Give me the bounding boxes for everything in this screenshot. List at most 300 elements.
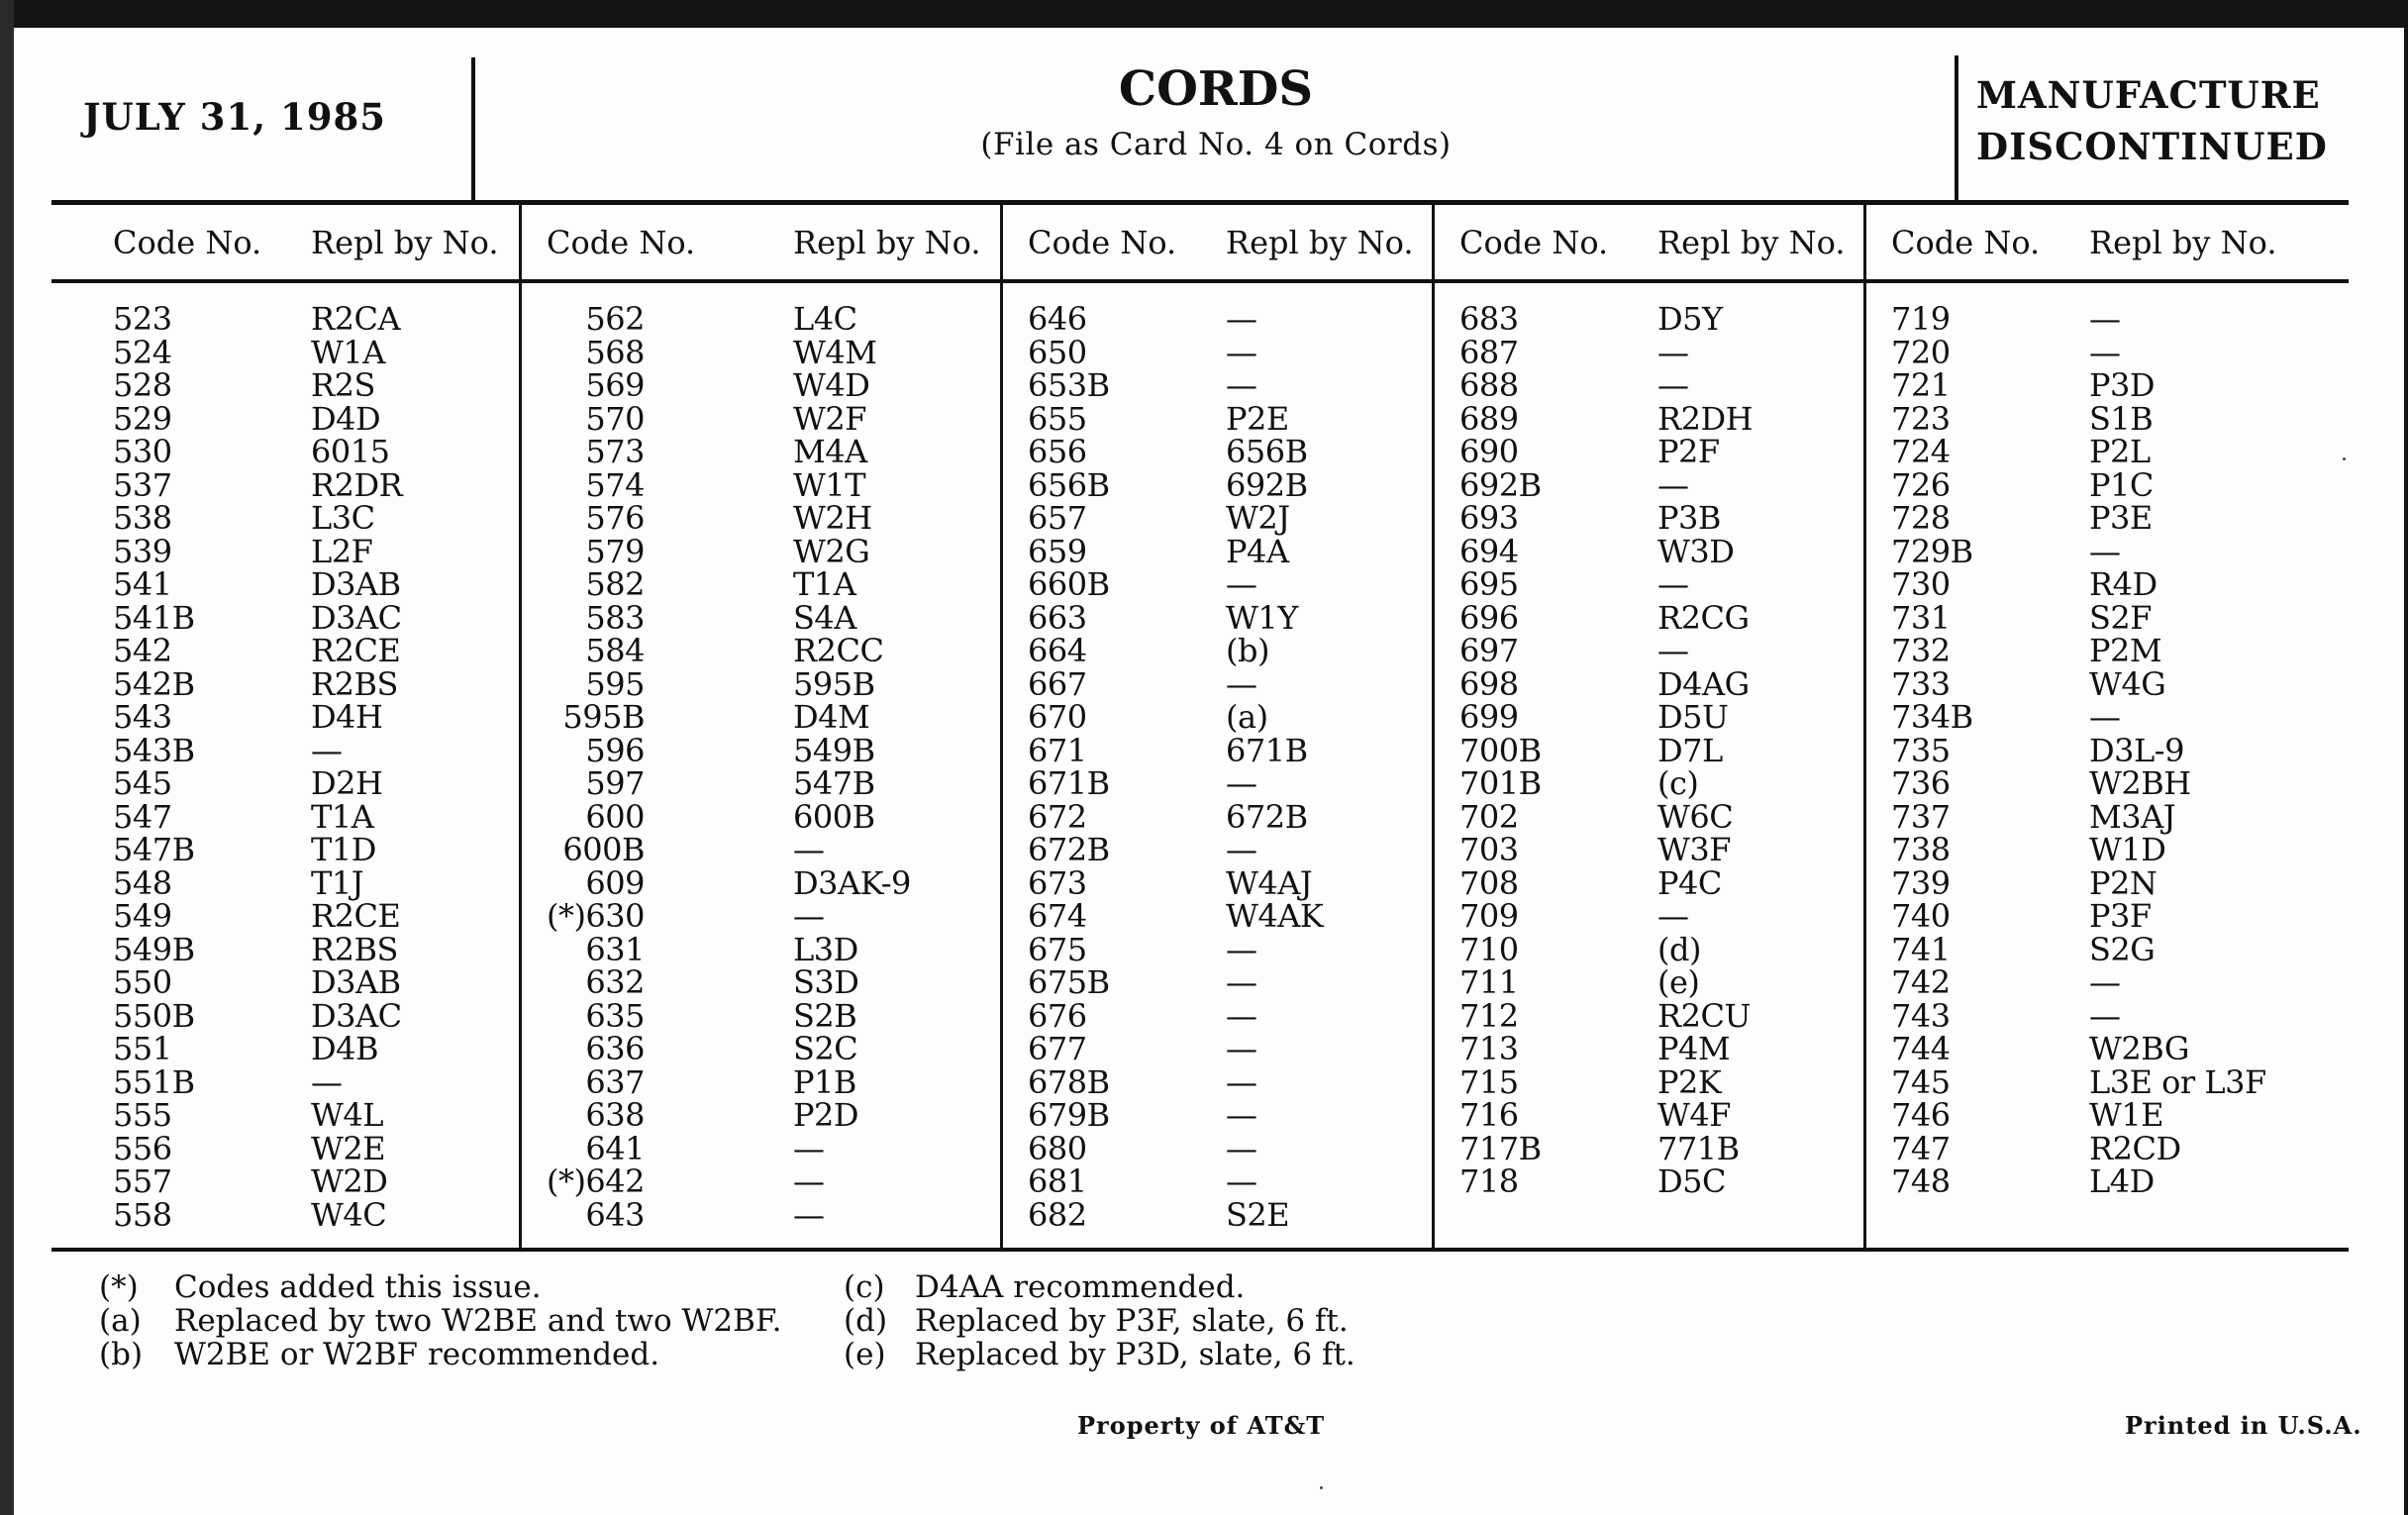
code-cell: 596 (585, 732, 645, 769)
replacement-cell: L3D (793, 931, 858, 968)
code-cell: 637 (585, 1063, 645, 1101)
code-cell: 529 (113, 400, 172, 438)
replacement-cell: (c) (1657, 764, 1699, 802)
replacement-cell: — (1226, 963, 1257, 1001)
code-cell: 715 (1459, 1063, 1519, 1101)
column-header-code: Code No. (1459, 224, 1609, 261)
replacement-cell: P4M (1657, 1030, 1731, 1067)
replacement-cell: — (2089, 300, 2121, 338)
replacement-cell: P2E (1226, 400, 1289, 438)
code-cell: 656 (1028, 433, 1087, 470)
code-cell: 545 (113, 764, 172, 802)
code-cell: 656B (1028, 466, 1110, 504)
code-cell: 659 (1028, 533, 1087, 570)
status-line-1: MANUFACTURE (1976, 73, 2321, 117)
replacement-cell: — (793, 1162, 825, 1200)
replacement-cell: — (793, 831, 825, 868)
code-cell: 717B (1459, 1130, 1542, 1167)
code-cell: 739 (1891, 864, 1951, 902)
replacement-cell: — (1226, 565, 1257, 603)
replacement-cell: D3AK-9 (793, 864, 911, 902)
replacement-cell: R2DR (311, 466, 403, 504)
code-cell: 692B (1459, 466, 1542, 504)
code-cell: 595B (562, 698, 645, 736)
replacement-cell: L4C (793, 300, 857, 338)
code-cell: 698 (1459, 665, 1519, 703)
replacement-cell: (d) (1657, 931, 1701, 968)
replacement-cell: R2CG (1657, 599, 1750, 637)
replacement-cell: S2B (793, 997, 857, 1035)
printed-notice: Printed in U.S.A. (2125, 1411, 2362, 1440)
code-cell: 676 (1028, 997, 1087, 1035)
replacement-cell: L3C (311, 499, 375, 537)
code-cell: 731 (1891, 599, 1951, 637)
code-cell: 700B (1459, 732, 1542, 769)
replacement-cell: P1C (2089, 466, 2154, 504)
replacement-cell: P2D (793, 1096, 859, 1134)
replacement-cell: P4C (1657, 864, 1722, 902)
status-label (1976, 69, 2328, 172)
replacement-cell: W3F (1657, 831, 1731, 868)
issue-date: JULY 31, 1985 (83, 95, 386, 139)
replacement-cell: M3AJ (2089, 798, 2176, 836)
replacement-cell: P2K (1657, 1063, 1722, 1101)
code-cell: 732 (1891, 632, 1951, 669)
code-cell: 573 (585, 433, 645, 470)
code-cell: 550B (113, 997, 195, 1035)
footnote-marker: (*) (99, 1269, 139, 1305)
code-cell: 632 (585, 963, 645, 1001)
replacement-cell: — (1226, 1063, 1257, 1101)
replacement-cell: P2N (2089, 864, 2157, 902)
replacement-cell: R2CE (311, 897, 401, 935)
code-cell: 650 (1028, 334, 1087, 371)
code-cell: 542B (113, 665, 195, 703)
footnote-text: Replaced by P3D, slate, 6 ft. (915, 1337, 1355, 1372)
code-cell: 574 (585, 466, 645, 504)
code-cell: 555 (113, 1096, 172, 1134)
replacement-cell: — (1226, 665, 1257, 703)
replacement-cell: D3AC (311, 997, 402, 1035)
status-line-2: DISCONTINUED (1976, 125, 2328, 168)
replacement-cell: W2H (793, 499, 872, 537)
code-cell: 699 (1459, 698, 1519, 736)
code-cell: 667 (1028, 665, 1087, 703)
code-cell: 728 (1891, 499, 1951, 537)
code-cell: 584 (585, 632, 645, 669)
replacement-cell: (e) (1657, 963, 1700, 1001)
page-subtitle: (File as Card No. 4 on Cords) (980, 127, 1452, 162)
code-cell: 595 (585, 665, 645, 703)
code-cell: 671 (1028, 732, 1087, 769)
column-header-repl: Repl by No. (2089, 224, 2277, 261)
code-cell: 643 (585, 1196, 645, 1234)
replacement-cell: S4A (793, 599, 856, 637)
code-cell: 576 (585, 499, 645, 537)
replacement-cell: W1D (2089, 831, 2166, 868)
code-cell: 738 (1891, 831, 1951, 868)
code-cell: 677 (1028, 1030, 1087, 1067)
replacement-cell: R2CE (311, 632, 401, 669)
code-cell: 557 (113, 1162, 172, 1200)
code-cell: 524 (113, 334, 172, 371)
replacement-cell: W4C (311, 1196, 387, 1234)
code-cell: 723 (1891, 400, 1951, 438)
code-cell: 600 (585, 798, 645, 836)
replacement-cell: — (2089, 533, 2121, 570)
code-cell: 543 (113, 698, 172, 736)
replacement-cell: — (2089, 334, 2121, 371)
code-cell: 683 (1459, 300, 1519, 338)
code-cell: 679B (1028, 1096, 1110, 1134)
code-cell: 638 (585, 1096, 645, 1134)
column-header-code: Code No. (1028, 224, 1177, 261)
replacement-cell: D3AB (311, 565, 401, 603)
replacement-cell: — (793, 897, 825, 935)
replacement-cell: W2BG (2089, 1030, 2189, 1067)
replacement-cell: R2CA (311, 300, 401, 338)
code-cell: 675 (1028, 931, 1087, 968)
code-cell: 600B (562, 831, 645, 868)
footnote-marker: (d) (844, 1303, 888, 1339)
replacement-cell: 600B (793, 798, 875, 836)
code-cell: 708 (1459, 864, 1519, 902)
code-cell: 635 (585, 997, 645, 1035)
replacement-cell: D4AG (1657, 665, 1750, 703)
replacement-cell: L3E or L3F (2089, 1063, 2266, 1101)
replacement-cell: — (2089, 963, 2121, 1001)
replacement-cell: P2M (2089, 632, 2162, 669)
code-cell: 713 (1459, 1030, 1519, 1067)
code-cell: 530 (113, 433, 172, 470)
code-cell: 687 (1459, 334, 1519, 371)
header-divider-left (471, 57, 475, 202)
code-cell: 743 (1891, 997, 1951, 1035)
column-divider (1432, 203, 1435, 1249)
footnote-text: Replaced by P3F, slate, 6 ft. (915, 1303, 1349, 1339)
replacement-cell: — (1226, 300, 1257, 338)
replacement-cell: T1A (793, 565, 856, 603)
code-cell: 641 (585, 1130, 645, 1167)
code-cell: 568 (585, 334, 645, 371)
column-header-code: Code No. (547, 224, 696, 261)
replacement-cell: D5C (1657, 1162, 1726, 1200)
code-cell: 657 (1028, 499, 1087, 537)
code-cell: 538 (113, 499, 172, 537)
code-cell: 742 (1891, 963, 1951, 1001)
code-cell: 582 (585, 565, 645, 603)
table-bottom-rule (51, 1248, 2349, 1252)
replacement-cell: R2CC (793, 632, 884, 669)
replacement-cell: S3D (793, 963, 859, 1001)
replacement-cell: 595B (793, 665, 875, 703)
code-cell: 720 (1891, 334, 1951, 371)
replacement-cell: P1B (793, 1063, 856, 1101)
replacement-cell: W4G (2089, 665, 2166, 703)
code-cell: 724 (1891, 433, 1951, 470)
footnote-text: Codes added this issue. (174, 1269, 542, 1305)
replacement-cell: 771B (1657, 1130, 1740, 1167)
code-cell: 718 (1459, 1162, 1519, 1200)
code-cell: 737 (1891, 798, 1951, 836)
replacement-cell: D3AB (311, 963, 401, 1001)
code-cell: 664 (1028, 632, 1087, 669)
page-title: CORDS (1118, 61, 1314, 117)
code-cell: 721 (1891, 366, 1951, 404)
replacement-cell: R2S (311, 366, 375, 404)
replacement-cell: W3D (1657, 533, 1735, 570)
code-cell: 636 (585, 1030, 645, 1067)
footnote-marker: (c) (844, 1269, 885, 1305)
code-cell: 646 (1028, 300, 1087, 338)
replacement-cell: P3D (2089, 366, 2156, 404)
replacement-cell: — (2089, 698, 2121, 736)
replacement-cell: R4D (2089, 565, 2157, 603)
code-cell: 741 (1891, 931, 1951, 968)
replacement-cell: — (1226, 931, 1257, 968)
code-cell: 746 (1891, 1096, 1951, 1134)
code-cell: 609 (585, 864, 645, 902)
footnote-text: W2BE or W2BF recommended. (174, 1337, 660, 1372)
replacement-cell: W1T (793, 466, 866, 504)
replacement-cell: P4A (1226, 533, 1289, 570)
code-cell: 549 (113, 897, 172, 935)
code-cell: 730 (1891, 565, 1951, 603)
replacement-cell: L4D (2089, 1162, 2155, 1200)
replacement-cell: W4M (793, 334, 877, 371)
replacement-cell: D5U (1657, 698, 1729, 736)
replacement-cell: 549B (793, 732, 875, 769)
replacement-cell: R2BS (311, 665, 398, 703)
code-cell: 696 (1459, 599, 1519, 637)
code-cell: 579 (585, 533, 645, 570)
replacement-cell: — (1226, 334, 1257, 371)
replacement-cell: M4A (793, 433, 867, 470)
replacement-cell: — (1657, 897, 1689, 935)
replacement-cell: W1A (311, 334, 385, 371)
code-cell: 688 (1459, 366, 1519, 404)
code-cell: 747 (1891, 1130, 1951, 1167)
code-cell: 745 (1891, 1063, 1951, 1101)
replacement-cell: W1E (2089, 1096, 2164, 1134)
column-header-repl: Repl by No. (311, 224, 499, 261)
code-cell: 710 (1459, 931, 1519, 968)
replacement-cell: — (2089, 997, 2121, 1035)
code-cell: 726 (1891, 466, 1951, 504)
code-cell: 702 (1459, 798, 1519, 836)
property-notice: Property of AT&T (1077, 1411, 1326, 1440)
code-cell: 680 (1028, 1130, 1087, 1167)
code-cell: 719 (1891, 300, 1951, 338)
replacement-cell: S2G (2089, 931, 2156, 968)
code-cell: 542 (113, 632, 172, 669)
replacement-cell: — (793, 1130, 825, 1167)
speck (1320, 1486, 1323, 1489)
code-cell: 550 (113, 963, 172, 1001)
replacement-cell: — (1226, 1096, 1257, 1134)
code-cell: 701B (1459, 764, 1542, 802)
header-divider-right (1955, 55, 1958, 202)
replacement-cell: T1J (311, 864, 364, 902)
replacement-cell: D3L-9 (2089, 732, 2184, 769)
code-cell: 547 (113, 798, 172, 836)
replacement-cell: W2E (311, 1130, 386, 1167)
replacement-cell: — (1226, 1130, 1257, 1167)
replacement-cell: W2BH (2089, 764, 2191, 802)
code-cell: 689 (1459, 400, 1519, 438)
column-header-repl: Repl by No. (1657, 224, 1846, 261)
replacement-cell: P3F (2089, 897, 2152, 935)
code-cell: 551B (113, 1063, 195, 1101)
replacement-cell: D7L (1657, 732, 1723, 769)
column-header-repl: Repl by No. (793, 224, 981, 261)
code-cell: 653B (1028, 366, 1110, 404)
code-cell: 556 (113, 1130, 172, 1167)
replacement-cell: S2C (793, 1030, 858, 1067)
code-cell: 736 (1891, 764, 1951, 802)
replacement-cell: (a) (1226, 698, 1268, 736)
code-cell: 660B (1028, 565, 1110, 603)
replacement-cell: W6C (1657, 798, 1734, 836)
code-cell: 551 (113, 1030, 172, 1067)
code-cell: 690 (1459, 433, 1519, 470)
code-cell: 734B (1891, 698, 1973, 736)
replacement-cell: — (1657, 334, 1689, 371)
speck (2343, 457, 2346, 460)
footnote-text: Replaced by two W2BE and two W2BF. (174, 1303, 782, 1339)
replacement-cell: W4F (1657, 1096, 1731, 1134)
replacement-cell: — (1226, 831, 1257, 868)
code-cell: 541 (113, 565, 172, 603)
replacement-cell: — (793, 1196, 825, 1234)
replacement-cell: W4D (793, 366, 870, 404)
replacement-cell: W2D (311, 1162, 388, 1200)
code-cell: 672 (1028, 798, 1087, 836)
code-cell: 663 (1028, 599, 1087, 637)
code-cell: 693 (1459, 499, 1519, 537)
replacement-cell: — (1657, 366, 1689, 404)
code-cell: 675B (1028, 963, 1110, 1001)
replacement-cell: D4D (311, 400, 381, 438)
code-cell: 583 (585, 599, 645, 637)
code-cell: (*)630 (546, 897, 645, 935)
code-cell: 558 (113, 1196, 172, 1234)
code-cell: 735 (1891, 732, 1951, 769)
column-divider (1863, 203, 1866, 1249)
code-cell: 597 (585, 764, 645, 802)
replacement-cell: D2H (311, 764, 383, 802)
replacement-cell: 692B (1226, 466, 1308, 504)
code-cell: 523 (113, 300, 172, 338)
page-edge (0, 0, 14, 1515)
code-cell: 541B (113, 599, 195, 637)
replacement-cell: D4B (311, 1030, 379, 1067)
replacement-cell: P2L (2089, 433, 2151, 470)
code-cell: 744 (1891, 1030, 1951, 1067)
code-cell: 528 (113, 366, 172, 404)
code-cell: 549B (113, 931, 195, 968)
footnote-marker: (b) (99, 1337, 144, 1372)
code-cell: 703 (1459, 831, 1519, 868)
code-cell: 671B (1028, 764, 1110, 802)
replacement-cell: P3E (2089, 499, 2153, 537)
code-cell: 694 (1459, 533, 1519, 570)
replacement-cell: W1Y (1226, 599, 1298, 637)
replacement-cell: L2F (311, 533, 373, 570)
code-cell: 655 (1028, 400, 1087, 438)
code-cell: 670 (1028, 698, 1087, 736)
code-cell: 539 (113, 533, 172, 570)
replacement-cell: — (1657, 466, 1689, 504)
replacement-cell: P3B (1657, 499, 1721, 537)
column-divider (1000, 203, 1003, 1249)
replacement-cell: S2F (2089, 599, 2152, 637)
code-cell: 537 (113, 466, 172, 504)
footnote-marker: (a) (99, 1303, 142, 1339)
replacement-cell: P2F (1657, 433, 1720, 470)
code-cell: 562 (585, 300, 645, 338)
replacement-cell: R2DH (1657, 400, 1754, 438)
column-header-rule (51, 279, 2349, 283)
column-header-code: Code No. (113, 224, 262, 261)
replacement-cell: S1B (2089, 400, 2154, 438)
replacement-cell: 656B (1226, 433, 1308, 470)
header-rule (51, 200, 2349, 205)
replacement-cell: W2J (1226, 499, 1290, 537)
replacement-cell: R2CD (2089, 1130, 2181, 1167)
replacement-cell: R2CU (1657, 997, 1751, 1035)
column-header-repl: Repl by No. (1226, 224, 1414, 261)
code-cell: 695 (1459, 565, 1519, 603)
code-cell: 729B (1891, 533, 1973, 570)
code-cell: 548 (113, 864, 172, 902)
replacement-cell: W2F (793, 400, 866, 438)
replacement-cell: (b) (1226, 632, 1269, 669)
replacement-cell: — (1226, 1162, 1257, 1200)
code-cell: 570 (585, 400, 645, 438)
replacement-cell: — (1657, 565, 1689, 603)
footnote-marker: (e) (844, 1337, 886, 1372)
code-cell: 681 (1028, 1162, 1087, 1200)
replacement-cell: W2G (793, 533, 870, 570)
code-cell: 740 (1891, 897, 1951, 935)
replacement-cell: W4AK (1226, 897, 1324, 935)
code-cell: 547B (113, 831, 195, 868)
code-cell: 697 (1459, 632, 1519, 669)
replacement-cell: R2BS (311, 931, 398, 968)
code-cell: 674 (1028, 897, 1087, 935)
code-cell: 716 (1459, 1096, 1519, 1134)
replacement-cell: — (1657, 632, 1689, 669)
replacement-cell: W4AJ (1226, 864, 1313, 902)
replacement-cell: D3AC (311, 599, 402, 637)
replacement-cell: T1D (311, 831, 376, 868)
replacement-cell: — (1226, 764, 1257, 802)
replacement-cell: 671B (1226, 732, 1308, 769)
replacement-cell: S2E (1226, 1196, 1290, 1234)
replacement-cell: T1A (311, 798, 374, 836)
code-cell: 748 (1891, 1162, 1951, 1200)
replacement-cell: 547B (793, 764, 875, 802)
replacement-cell: W4L (311, 1096, 383, 1134)
column-header-code: Code No. (1891, 224, 2041, 261)
code-cell: 711 (1459, 963, 1519, 1001)
code-cell: 709 (1459, 897, 1519, 935)
replacement-cell: 6015 (311, 433, 390, 470)
replacement-cell: — (1226, 1030, 1257, 1067)
replacement-cell: — (311, 732, 343, 769)
code-cell: 712 (1459, 997, 1519, 1035)
